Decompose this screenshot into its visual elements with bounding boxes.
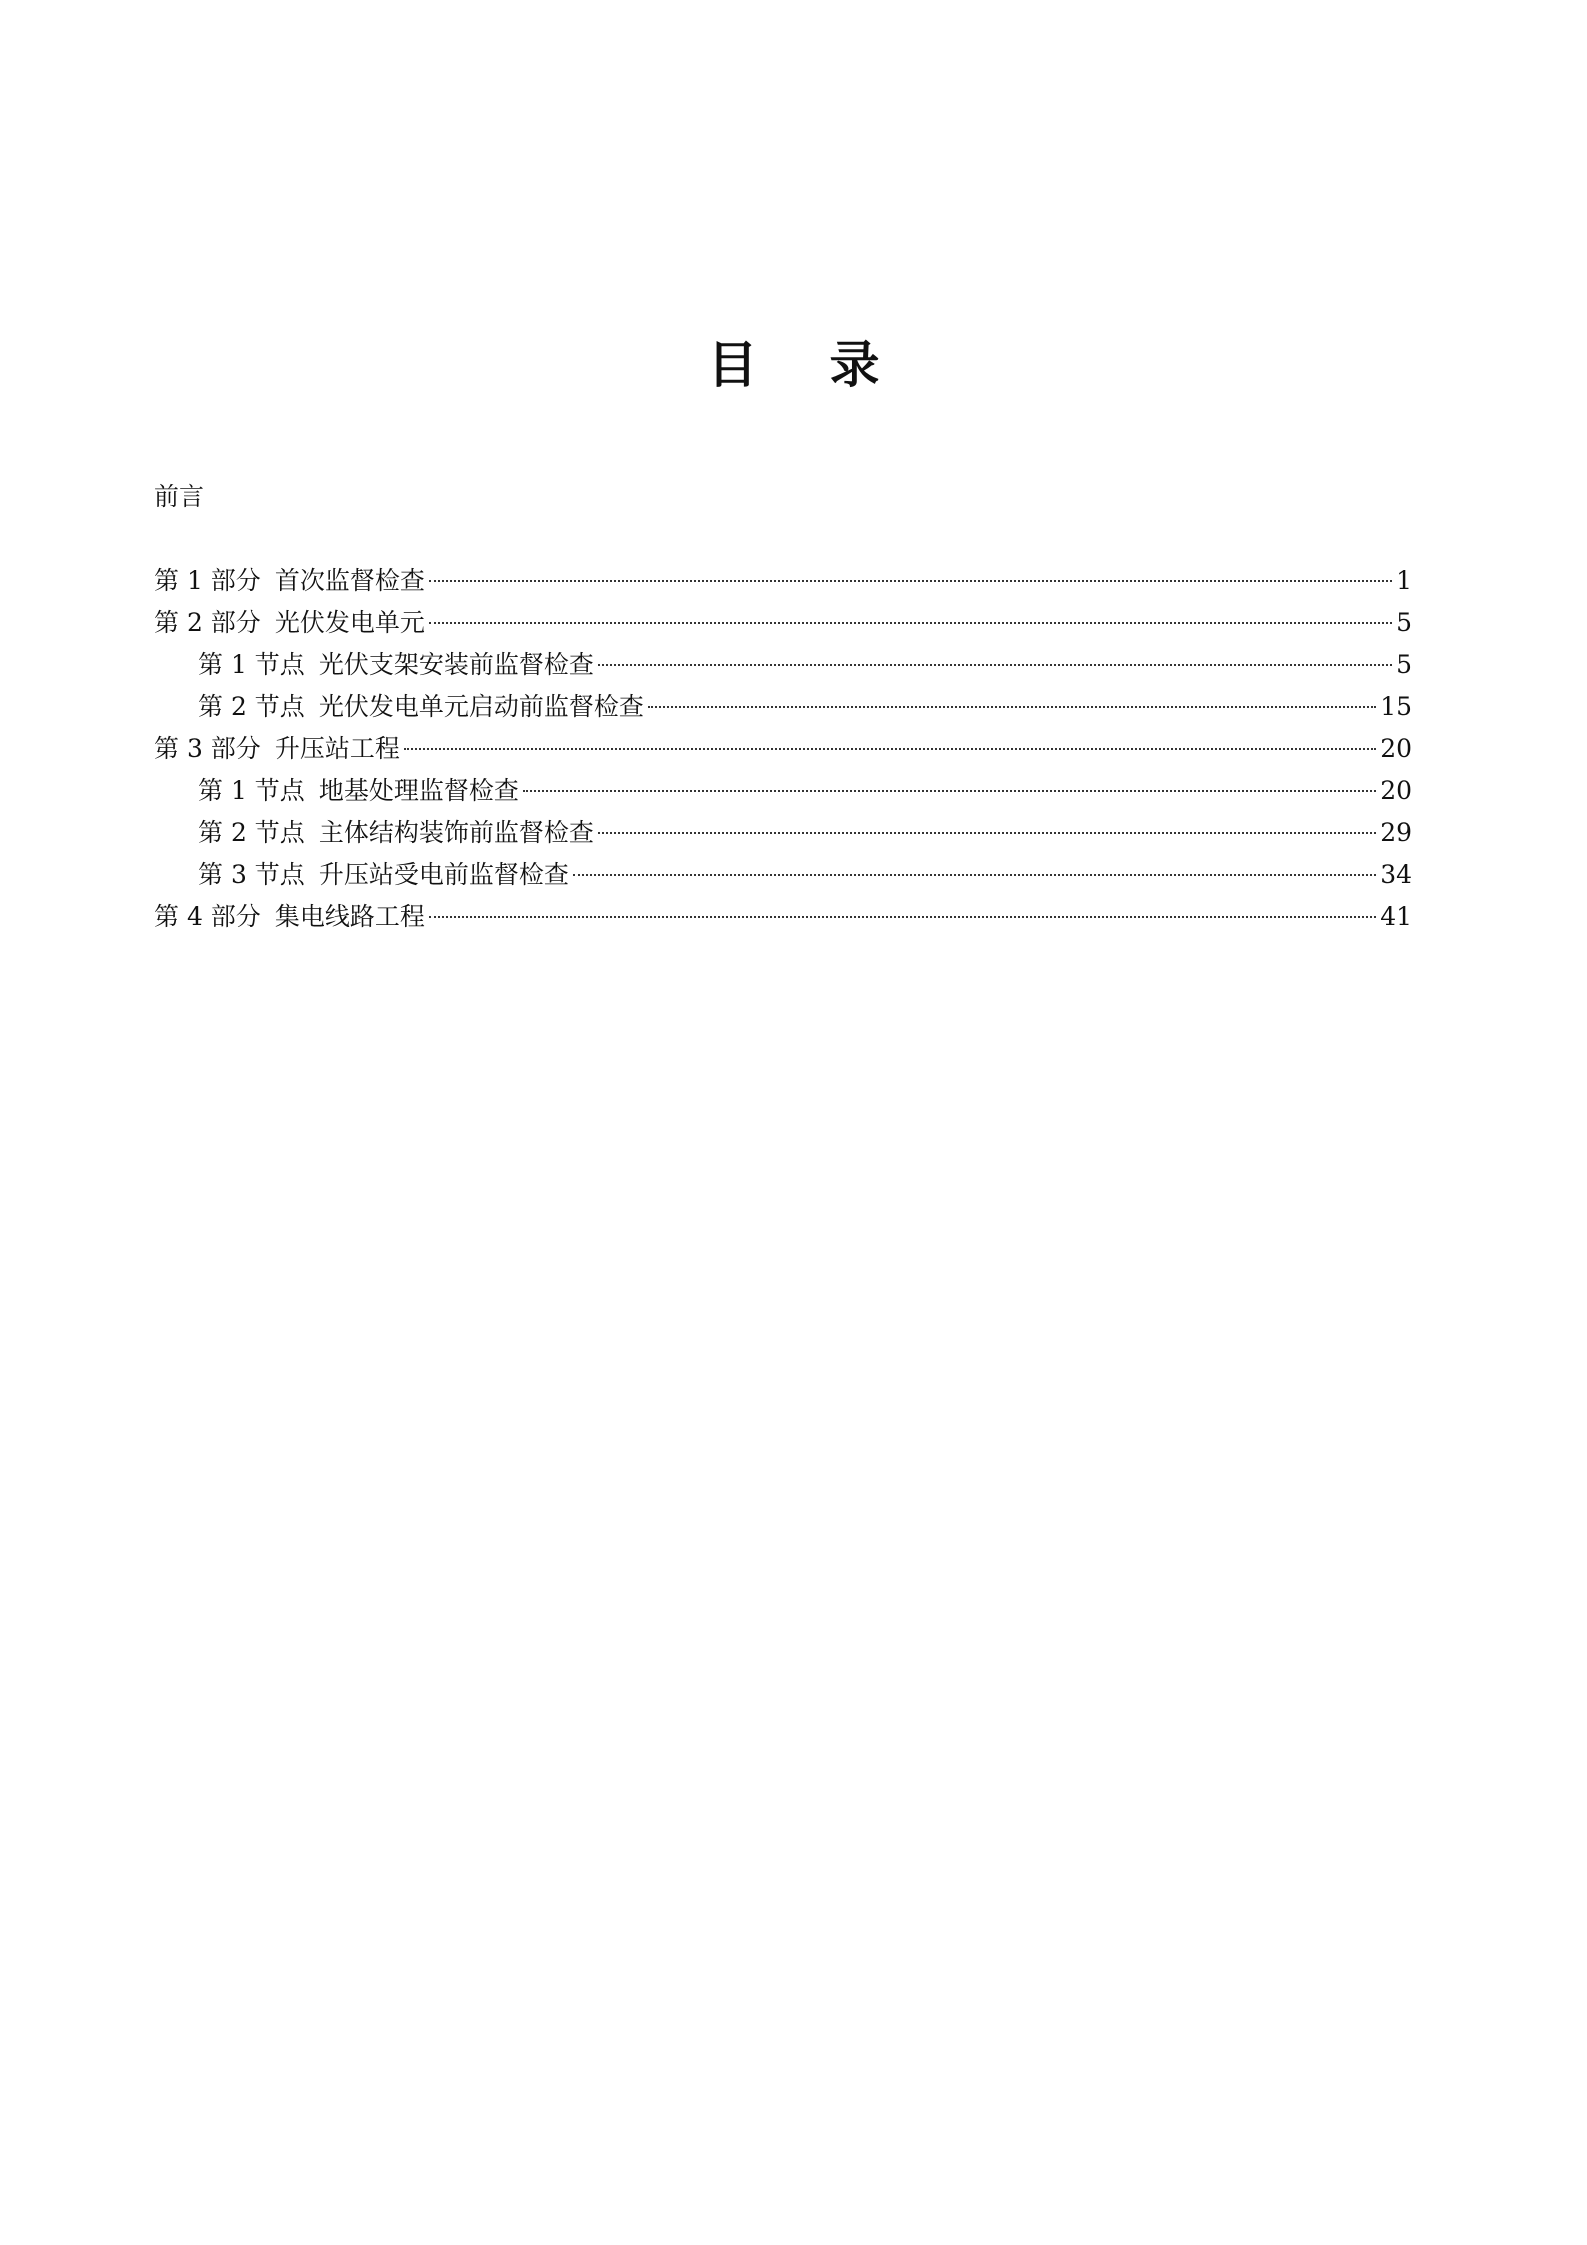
toc-entry[interactable] — [154, 606, 1412, 648]
toc-entry-label — [154, 606, 425, 640]
toc-entry[interactable] — [154, 732, 1412, 774]
toc-leader-dots — [598, 664, 1392, 666]
toc-entry-page: 1 — [1396, 566, 1412, 595]
toc-leader-dots — [429, 580, 1392, 582]
toc-entry-label — [198, 816, 594, 850]
toc-entry[interactable] — [154, 816, 1412, 858]
toc-entry-title: 升压站受电前监督检查 — [318, 860, 569, 889]
toc-entry-page: 34 — [1380, 860, 1412, 889]
toc-entry[interactable] — [154, 690, 1412, 732]
toc-entry[interactable] — [154, 774, 1412, 816]
toc-entry-title: 光伏支架安装前监督检查 — [318, 650, 594, 679]
toc-entry-prefix: 第 2 节点 — [198, 818, 305, 847]
page-title — [0, 330, 1587, 400]
toc-entry-title: 首次监督检查 — [274, 566, 425, 595]
toc-entry-page: 41 — [1380, 902, 1412, 931]
toc-entry-label — [198, 648, 594, 682]
table-of-contents — [154, 564, 1412, 942]
toc-leader-dots — [523, 790, 1376, 792]
toc-entry-label — [198, 858, 569, 892]
toc-entry[interactable] — [154, 564, 1412, 606]
toc-entry[interactable] — [154, 648, 1412, 690]
page-title-right: 录 — [829, 335, 880, 394]
toc-entry-label — [154, 564, 425, 598]
toc-entry-prefix: 第 2 节点 — [198, 692, 305, 721]
toc-entry-prefix: 第 1 节点 — [198, 650, 305, 679]
toc-leader-dots — [573, 874, 1376, 876]
toc-entry-prefix: 第 3 部分 — [154, 734, 261, 763]
toc-entry-title: 主体结构装饰前监督检查 — [318, 818, 594, 847]
toc-leader-dots — [429, 916, 1376, 918]
toc-entry-page: 20 — [1380, 734, 1412, 763]
toc-leader-dots — [598, 832, 1376, 834]
toc-entry-label — [154, 732, 400, 766]
toc-leader-dots — [648, 706, 1376, 708]
toc-entry-title: 光伏发电单元 — [274, 608, 425, 637]
toc-preface[interactable]: 前言 — [154, 482, 205, 511]
toc-entry-prefix: 第 1 节点 — [198, 776, 305, 805]
toc-entry-prefix: 第 3 节点 — [198, 860, 305, 889]
toc-leader-dots — [429, 622, 1392, 624]
toc-entry-page: 5 — [1396, 650, 1412, 679]
page-title-left: 目 — [707, 335, 758, 394]
toc-entry-page: 5 — [1396, 608, 1412, 637]
toc-entry-prefix: 第 4 部分 — [154, 902, 261, 931]
toc-entry-prefix: 第 2 部分 — [154, 608, 261, 637]
toc-entry-title: 地基处理监督检查 — [318, 776, 519, 805]
toc-entry-label — [154, 900, 425, 934]
toc-entry-prefix: 第 1 部分 — [154, 566, 261, 595]
toc-entry-label — [198, 774, 519, 808]
toc-entry[interactable] — [154, 900, 1412, 942]
toc-entry-page: 15 — [1380, 692, 1412, 721]
toc-entry[interactable] — [154, 858, 1412, 900]
toc-leader-dots — [404, 748, 1376, 750]
toc-entry-page: 20 — [1380, 776, 1412, 805]
toc-entry-title: 集电线路工程 — [274, 902, 425, 931]
toc-entry-title: 光伏发电单元启动前监督检查 — [318, 692, 644, 721]
toc-entry-label — [198, 690, 644, 724]
toc-entry-page: 29 — [1380, 818, 1412, 847]
toc-entry-title: 升压站工程 — [274, 734, 400, 763]
